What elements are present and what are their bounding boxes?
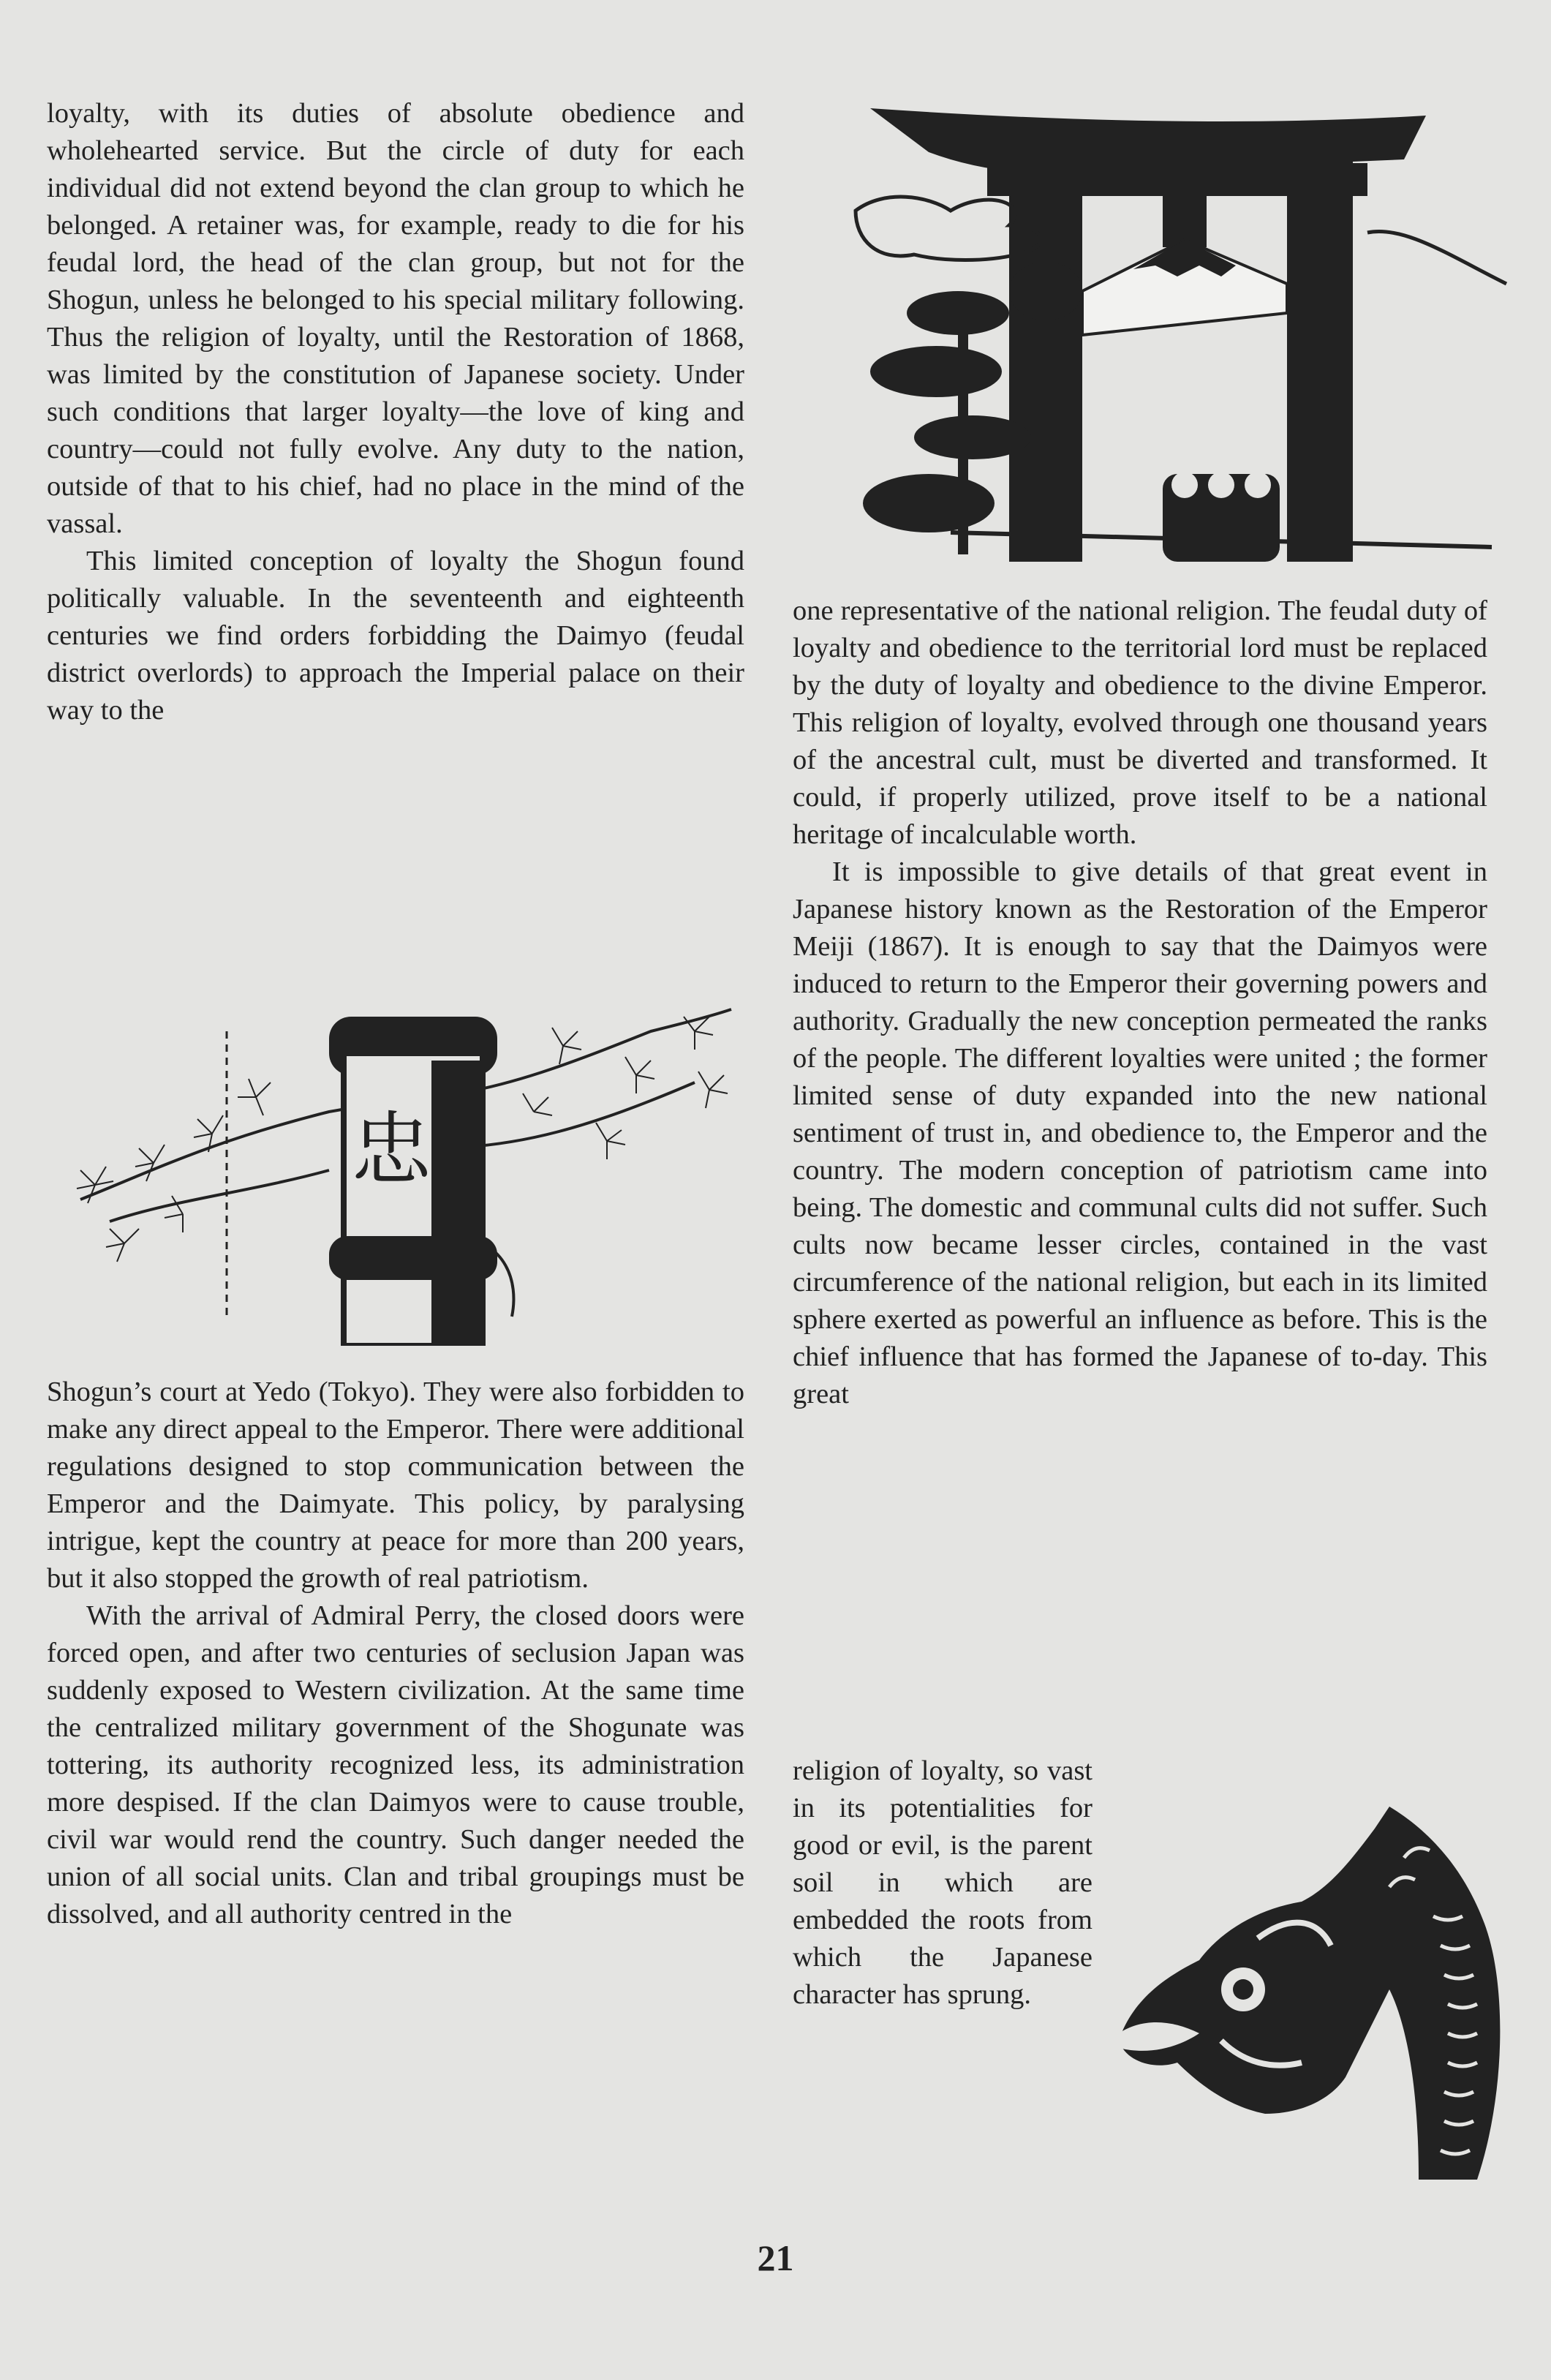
dragon-illustration: [1112, 1799, 1521, 2194]
paragraph: one representative of the national religion. The feudal duty of loyalty and obedience to the territorial lord must be replaced by the duty of loyalty and obedience to the divine Emperor. This religion of loyalty, evolved through one thousand years of the ancestral cult, must be diverted and transformed. It could, if properly utilized, prove itself to be a national heritage of incalculable worth.: [793, 595, 1487, 850]
paragraph: religion of loyalty, so vast in its potentialities for good or evil, is the parent soil in which are embedded the roots from which the Japanese character has sprung.: [793, 1755, 1093, 2010]
right-column-main: [793, 592, 1487, 1413]
paragraph: It is impossible to give details of that great event in Japanese history known as the Restoration of the Emperor Meiji (1867). It is enough to say that the Daimyos were induced to return to the Emperor their governing powers and authority. Gradually the new conception permeated the ranks of the people. The different loyalties were united ; the former limited sense of duty expanded into the new national sentiment of trust in, and obedience to, the Emperor and the country. The modern conception of patriotism came into being. The domestic and communal cults did not suffer. Such cults now became lesser circles, contained in the vast circumference of the national religion, but each in its limited sphere exerted as powerful an influence as before. This is the chief influence that has formed the Japanese of to-day. This great: [793, 856, 1487, 1409]
mount-fuji-icon: [1082, 240, 1287, 335]
right-column-narrow: [793, 1752, 1093, 2014]
torii-gate-illustration: [841, 94, 1521, 562]
dragon-head-icon: [1119, 1807, 1500, 2180]
paragraph: loyalty, with its duties of absolute obedience and wholehearted service. But the circle of duty for each individual did not extend beyond the clan group to which he belonged. A retainer was, for example, ready to die for his feudal lord, the head of the clan group, but not for the Shogun, unless he belonged to his special military following. Thus the religion of loyalty, until the Restoration of 1868, was limited by the constitution of Japanese society. Under such conditions that larger loyalty—the love of king and country—could not fully evolve. Any duty to the nation, outside of that to his chief, had no place in the mind of the vassal.: [47, 98, 744, 539]
page-number: 21: [757, 2237, 794, 2278]
stone-pillar-pine-illustration: [66, 1002, 746, 1346]
paragraph: With the arrival of Admiral Perry, the closed doors were forced open, and after two centuries of seclusion Japan was suddenly exposed to Western civilization. At the same time the centralized military government of the Shogunate was tottering, its authority recognized less, its administration more despised. If the clan Daimyos were to cause trouble, civil war would rend the country. Such danger needed the union of all social units. Clan and tribal groupings must be dissolved, and all authority centred in the: [47, 1600, 744, 1929]
left-column-bottom: [47, 1374, 744, 1933]
pillar-glyph: 忠: [351, 1103, 431, 1197]
left-column-top: [47, 95, 744, 729]
paragraph: This limited conception of loyalty the Shogun found politically valuable. In the seventeenth and eighteenth centuries we find orders forbidding the Daimyo (feudal district overlords) to approach the Imperial palace on their way to the: [47, 546, 744, 726]
stone-pillar-icon: [227, 1017, 497, 1346]
paragraph: Shogun’s court at Yedo (Tokyo). They were also forbidden to make any direct appeal to the Emperor. There were additional regulations designed to stop communication between the Emperor and the Daimyate. This policy, by paralysing intrigue, kept the country at peace for more than 200 years, but it also stopped the growth of real patriotism.: [47, 1377, 744, 1594]
pilgrims-icon: [1163, 472, 1280, 562]
